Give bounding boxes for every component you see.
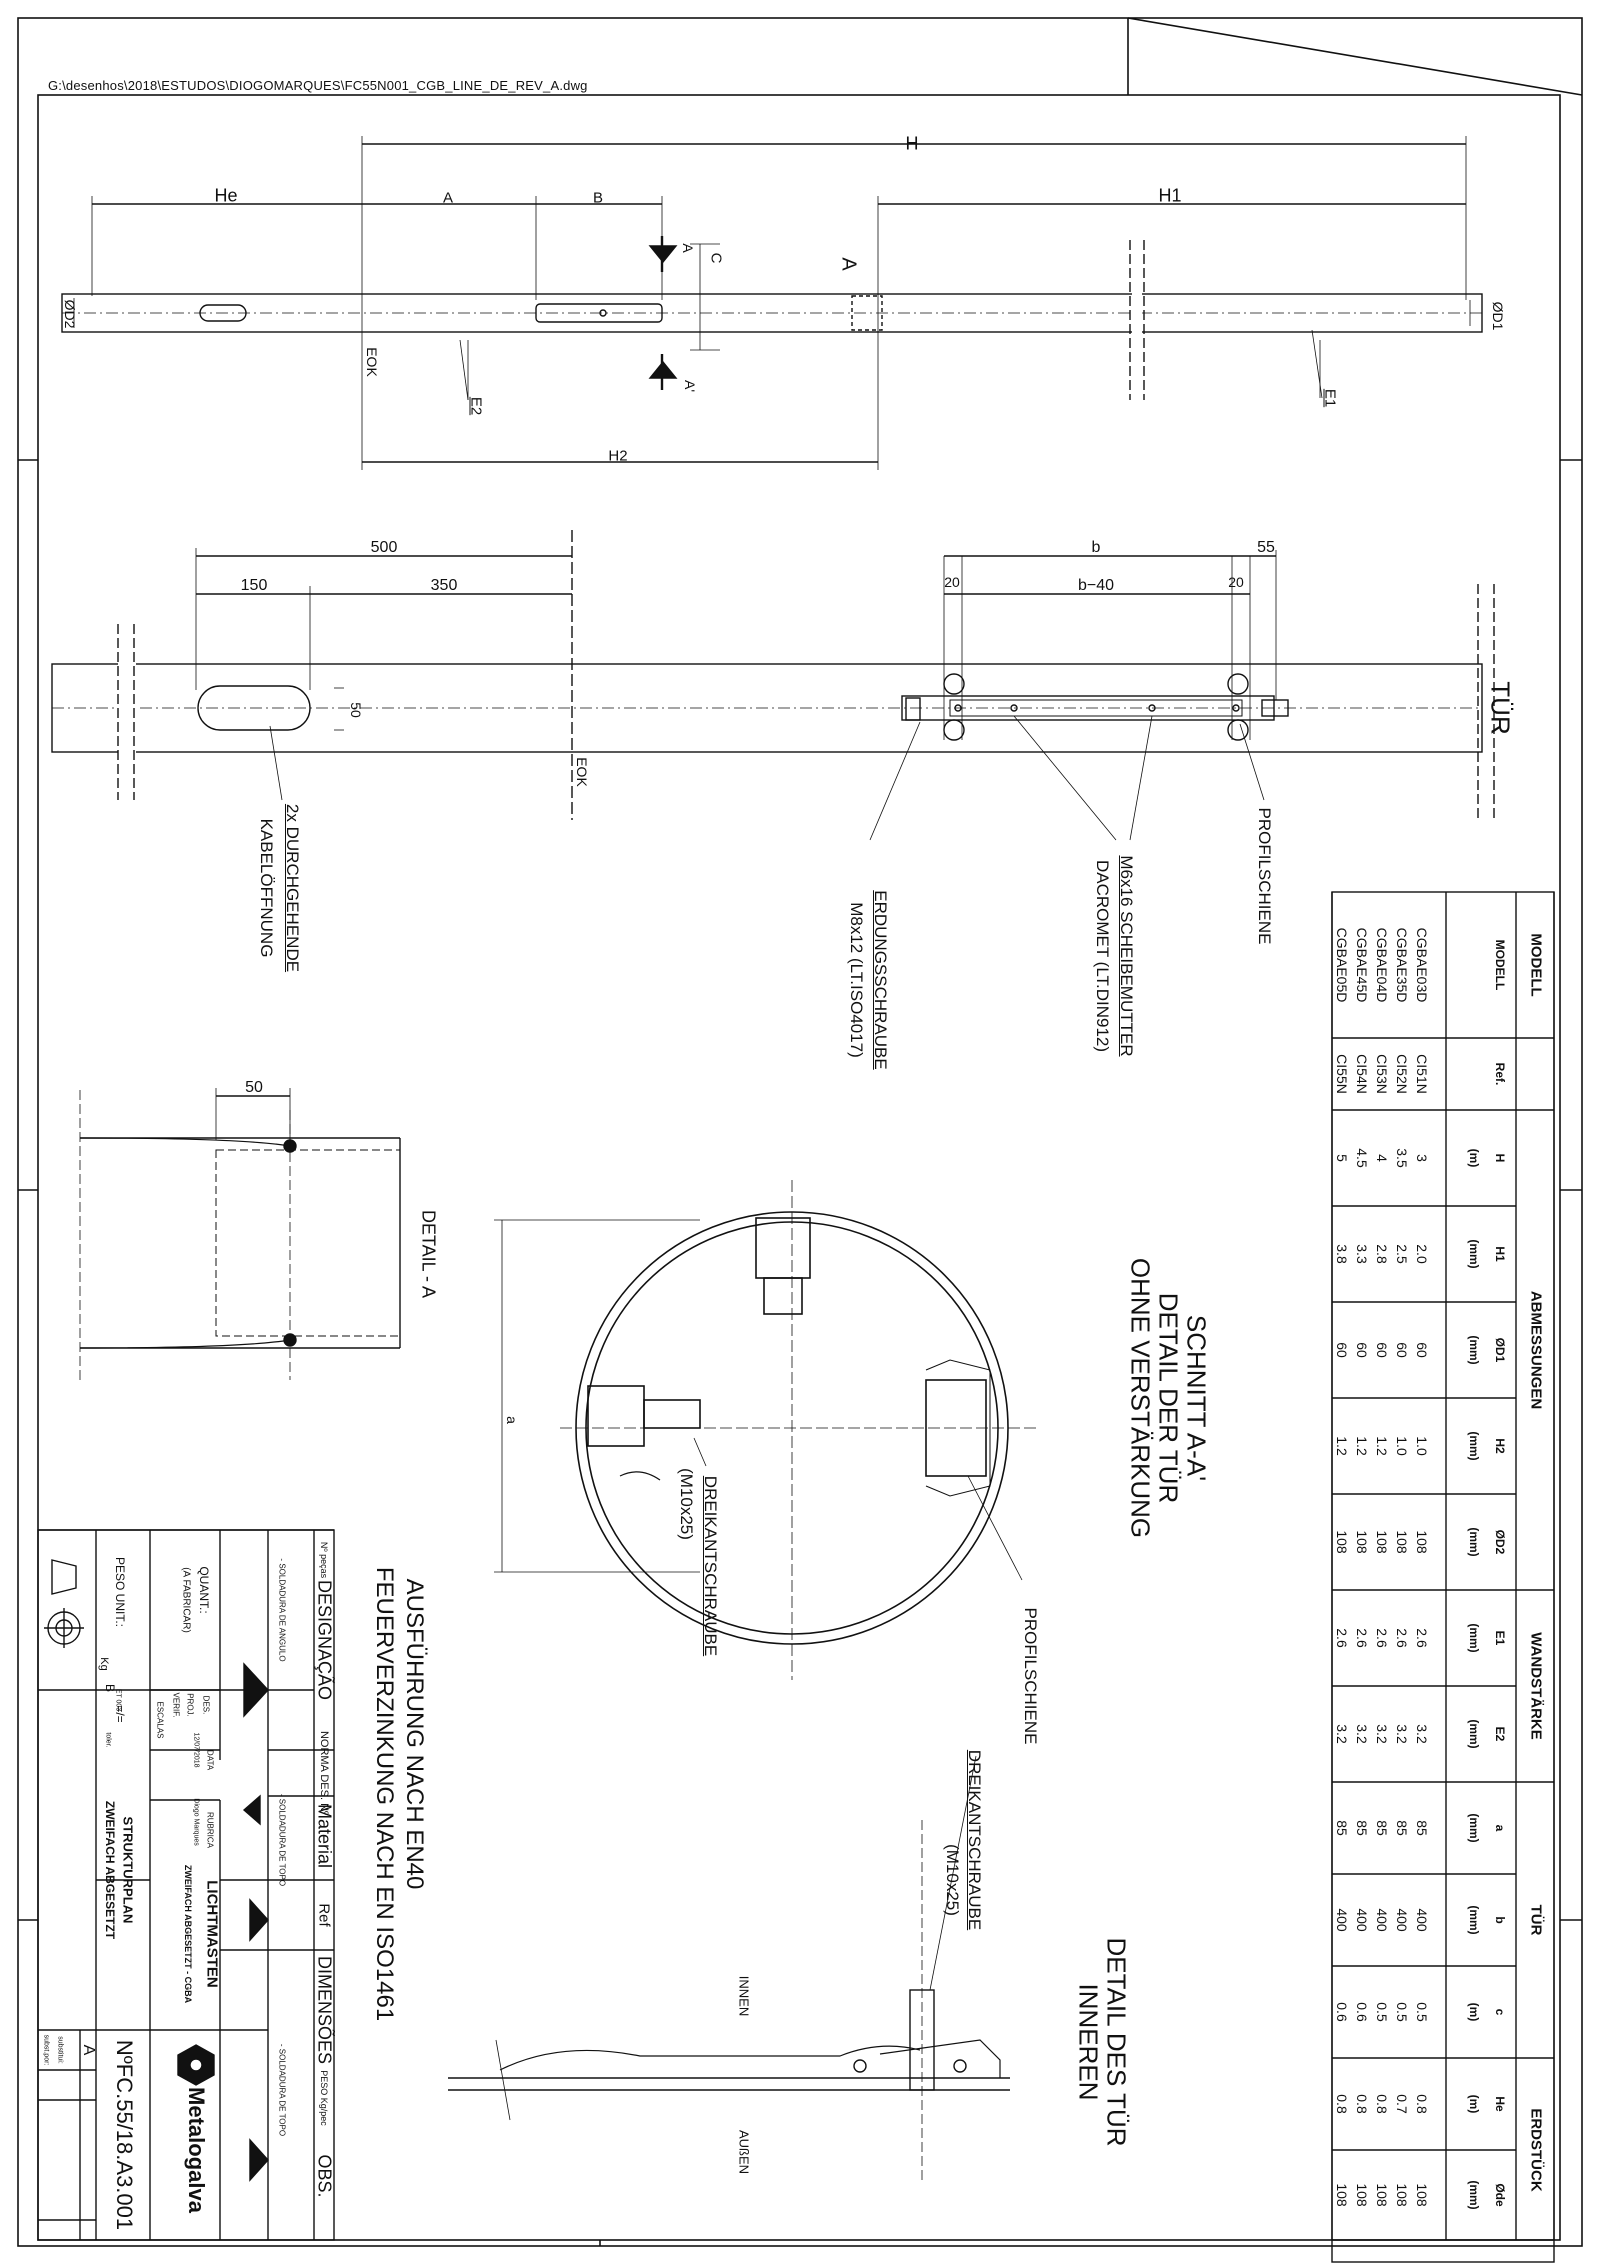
kabel-label-1: 2x DURCHGEHENDE: [283, 803, 302, 973]
tb-b: B: [103, 1683, 117, 1693]
tb-kg: Kg: [98, 1657, 110, 1671]
table-unit-cell: (mm): [1467, 1431, 1481, 1461]
table-cell: 400: [1394, 1908, 1410, 1932]
tb-n-pecas: Nº peças: [319, 1541, 329, 1579]
dim-b-mid: b: [1091, 539, 1101, 556]
tb-peso: PESO Kg/pec: [319, 2070, 329, 2126]
dim-h2: H2: [608, 447, 628, 465]
door-detail-title-1: DETAIL DES TÜR: [1101, 1937, 1132, 2147]
table-cell: 0.8: [1334, 2094, 1350, 2114]
section-dim-a: a: [504, 1416, 520, 1424]
table-cell: 0.5: [1414, 2002, 1430, 2022]
eok-label-mid: EOK: [574, 757, 590, 787]
tb-scale: =/=: [113, 1705, 127, 1723]
table-cell: CGBAE03D: [1414, 927, 1430, 1003]
table-cell: CI51N: [1414, 1054, 1430, 1094]
tur-label: TÜR: [1485, 681, 1516, 735]
detail-a-dim: 50: [245, 1079, 263, 1096]
erdung-label-1: ERDUNGSSCHRAUBE: [871, 890, 890, 1070]
tb-weld-1: - SOLDADURA DE ANGULO: [277, 1558, 287, 1662]
table-cell: 0.8: [1414, 2094, 1430, 2114]
table-cell: 400: [1374, 1908, 1390, 1932]
table-cell: CI53N: [1374, 1054, 1390, 1094]
table-cell: 108: [1354, 1530, 1370, 1554]
table-header-cell: H2: [1493, 1438, 1507, 1454]
eok-label: EOK: [364, 347, 380, 377]
dim-20-left: 20: [944, 574, 960, 590]
tb-weld-2: - SOLDADURA DE TOPO: [277, 1793, 287, 1887]
table-cell: 1.0: [1414, 1436, 1430, 1456]
dim-a: A: [442, 189, 454, 207]
tb-quant-2: (A FABRICAR): [180, 1567, 192, 1633]
table-cell: 1.0: [1394, 1436, 1410, 1456]
table-unit-cell: (mm): [1467, 1813, 1481, 1843]
tb-verif: VERIF.: [171, 1692, 181, 1718]
profil-section: PROFILSCHIENE: [1021, 1607, 1040, 1745]
tb-strukturplan: STRUKTURPLAN: [120, 1816, 136, 1924]
table-cell: 60: [1374, 1342, 1390, 1358]
table-cell: 85: [1354, 1820, 1370, 1836]
dim-b: B: [592, 189, 604, 207]
table-cell: 60: [1394, 1342, 1410, 1358]
note-en40: AUSFÜHRUNG NACH EN40: [401, 1578, 428, 1890]
dim-h: H: [905, 133, 919, 154]
tb-zweifach-sub: ZWEIFACH ABGESETZT - CGBA: [183, 1864, 193, 2004]
section-title-2: DETAIL DER TÜR: [1153, 1292, 1184, 1504]
table-cell: 1.2: [1374, 1436, 1390, 1456]
dreikant-section-1: DREIKANTSCHRAUBE: [701, 1475, 720, 1657]
table-unit-cell: (mm): [1467, 1335, 1481, 1365]
table-cell: 108: [1394, 1530, 1410, 1554]
table-cell: 0.6: [1334, 2002, 1350, 2022]
tb-rev: A: [80, 2044, 97, 2056]
table-cell: 1.2: [1354, 1436, 1370, 1456]
tb-data: DATA: [205, 1749, 215, 1771]
table-cell: 400: [1414, 1908, 1430, 1932]
table-cell: 3.2: [1334, 1724, 1350, 1744]
e2-label: E2: [467, 396, 485, 416]
note-iso1461: FEUERVERZINKUNG NACH EN ISO1461: [371, 1566, 398, 2022]
erdung-label-2: M8x12 (LT.ISO4017): [847, 902, 866, 1058]
dim-50: 50: [348, 702, 364, 718]
table-cell: 85: [1374, 1820, 1390, 1836]
table-header-cell: c: [1493, 2008, 1507, 2016]
file-path: G:\desenhos\2018\ESTUDOS\DIOGOMARQUES\FC55N001_CGB_LINE_DE_REV_A.dwg: [48, 78, 588, 93]
middle-view: [52, 530, 1504, 840]
table-cell: 0.6: [1354, 2002, 1370, 2022]
table-cell: 3.2: [1354, 1724, 1370, 1744]
detail-a-title: DETAIL - A: [418, 1209, 439, 1299]
table-cell: 3.5: [1394, 1148, 1410, 1168]
dim-d1: ØD1: [1490, 301, 1506, 331]
dim-350: 350: [430, 577, 458, 594]
table-header-cell: H1: [1493, 1246, 1507, 1262]
section-title-3: OHNE VERSTÄRKUNG: [1125, 1257, 1156, 1539]
tb-company: Metalogalva: [184, 2087, 209, 2213]
door-detail-title-2: INNEREN: [1073, 1983, 1104, 2101]
dreikant-section-2: (M10x25): [677, 1468, 696, 1540]
table-group-wand: WANDSTÄRKE: [1527, 1632, 1545, 1740]
table-unit-cell: (mm): [1467, 1905, 1481, 1935]
table-cell: 4.5: [1354, 1148, 1370, 1168]
table-cell: 108: [1374, 2183, 1390, 2207]
table-cell: 3.2: [1394, 1724, 1410, 1744]
e1-label: E1: [1321, 388, 1339, 408]
table-cell: 3.2: [1374, 1724, 1390, 1744]
section-marker: A: [837, 257, 860, 271]
table-cell: 1.2: [1334, 1436, 1350, 1456]
dim-55: 55: [1257, 539, 1275, 556]
tb-rubrica: RUBRICA: [205, 1811, 215, 1849]
tb-norma: NORMA DES. Nº: [318, 1730, 330, 1816]
m6-label-2: DACROMET (LT.DIN912): [1093, 859, 1112, 1053]
table-header-cell: Ref.: [1493, 1062, 1507, 1086]
table-cell: 400: [1354, 1908, 1370, 1932]
profil-label-mid: PROFILSCHIENE: [1255, 807, 1274, 945]
tb-escalas: ESCALAS: [155, 1701, 165, 1739]
door-detail: [448, 1756, 1010, 2180]
table-cell: 0.8: [1354, 2094, 1370, 2114]
table-cell: 108: [1414, 2183, 1430, 2207]
aussen-label: AUßEN: [736, 2129, 752, 2175]
top-view: [62, 133, 1482, 470]
table-cell: 60: [1414, 1342, 1430, 1358]
table-cell: 60: [1334, 1342, 1350, 1358]
table-cell: 85: [1394, 1820, 1410, 1836]
tb-dimensoes: DIMENSÕES: [314, 1955, 335, 2065]
table-cell: 108: [1354, 2183, 1370, 2207]
data-table: [1332, 892, 1554, 2262]
table-unit-cell: (mm): [1467, 1719, 1481, 1749]
dim-he: He: [214, 185, 238, 206]
section-title-1: SCHNITT A-A': [1181, 1314, 1212, 1482]
table-cell: CGBAE35D: [1394, 927, 1410, 1003]
detail-a: [80, 1088, 400, 1380]
table-cell: 85: [1414, 1820, 1430, 1836]
dim-b-40: b−40: [1077, 577, 1115, 594]
table-header-cell: He: [1493, 2096, 1507, 2112]
table-cell: 400: [1334, 1908, 1350, 1932]
table-header-cell: E1: [1493, 1630, 1507, 1646]
dim-c: C: [707, 252, 725, 264]
tb-subst: substitui:: [56, 2036, 64, 2064]
table-cell: CGBAE04D: [1374, 927, 1390, 1003]
tb-author: Diogo Marques: [192, 1798, 200, 1846]
table-cell: CI52N: [1394, 1054, 1410, 1094]
kabel-label-2: KABELÖFFNUNG: [257, 818, 276, 958]
tb-number: NºFC.55/18.A3.001: [112, 2039, 137, 2231]
table-cell: 108: [1334, 2183, 1350, 2207]
table-header-cell: a: [1493, 1824, 1507, 1832]
table-cell: 2.5: [1394, 1244, 1410, 1264]
table-cell: 3: [1414, 1154, 1430, 1162]
tb-weld-3: - SOLDADURA DE TOPO: [277, 2043, 287, 2137]
dim-150: 150: [240, 577, 268, 594]
tb-obs: OBS.: [314, 2154, 335, 2198]
section-a-prime-label: A': [682, 379, 698, 393]
tb-zweifach: ZWEIFACH ABGESETZT: [103, 1800, 117, 1940]
m6-label-1: M6x16 SCHEIBEMUTTER: [1117, 855, 1136, 1057]
table-group-erd: ERDSTÜCK: [1527, 2108, 1545, 2192]
tb-subst-by: subst.por:: [42, 2034, 50, 2066]
table-cell: 3.8: [1334, 1244, 1350, 1264]
innen-label: INNEN: [736, 1975, 752, 2017]
dim-20-right: 20: [1228, 574, 1244, 590]
table-unit-cell: (m): [1467, 2002, 1481, 2022]
tb-ref: Ref: [315, 1903, 333, 1927]
tb-et: ET 003: [114, 1688, 122, 1712]
tb-date: 12/07/2018: [192, 1732, 200, 1768]
dim-500: 500: [370, 539, 398, 556]
table-header-cell: b: [1493, 1916, 1507, 1924]
table-cell: 2.8: [1374, 1244, 1390, 1264]
table-unit-cell: (mm): [1467, 2180, 1481, 2210]
table-cell: 85: [1334, 1820, 1350, 1836]
table-unit-cell: (m): [1467, 1148, 1481, 1168]
table-cell: CGBAE45D: [1354, 927, 1370, 1003]
dreikant-door-2: (M10x25): [943, 1844, 962, 1916]
table-cell: 2.6: [1334, 1628, 1350, 1648]
section-a-label: A: [680, 243, 696, 253]
table-cell: 2.6: [1374, 1628, 1390, 1648]
table-cell: 108: [1414, 1530, 1430, 1554]
table-cell: 108: [1374, 1530, 1390, 1554]
table-group-abm: ABMESSUNGEN: [1527, 1290, 1545, 1410]
table-unit-cell: (mm): [1467, 1527, 1481, 1557]
tb-peso-unit: PESO UNIT.:: [113, 1556, 127, 1628]
table-cell: 0.7: [1394, 2094, 1410, 2114]
table-unit-cell: (mm): [1467, 1239, 1481, 1269]
dim-h1: H1: [1158, 185, 1182, 206]
table-unit-cell: (m): [1467, 2094, 1481, 2114]
table-cell: 0.5: [1374, 2002, 1390, 2022]
tb-designacao: DESIGNAÇÃO: [314, 1579, 335, 1701]
table-cell: 60: [1354, 1342, 1370, 1358]
table-cell: 2.6: [1394, 1628, 1410, 1648]
table-cell: 2.6: [1414, 1628, 1430, 1648]
table-cell: 5: [1334, 1154, 1350, 1162]
section-view: [494, 1180, 1040, 1680]
table-header-cell: ØD2: [1493, 1529, 1507, 1555]
table-cell: 108: [1334, 1530, 1350, 1554]
table-header-cell: H: [1493, 1153, 1507, 1163]
table-header-cell: E2: [1493, 1726, 1507, 1742]
dim-d2: ØD2: [62, 299, 78, 329]
table-cell: 108: [1394, 2183, 1410, 2207]
table-group-tur: TÜR: [1527, 1904, 1545, 1936]
table-cell: 4: [1374, 1154, 1390, 1162]
table-header-cell: Øde: [1493, 2183, 1507, 2207]
tb-material: Material: [314, 1803, 335, 1869]
table-cell: 3.3: [1354, 1244, 1370, 1264]
tb-lichtmasten: LICHTMASTEN: [203, 1880, 221, 1988]
table-cell: CI55N: [1334, 1054, 1350, 1094]
table-unit-cell: (mm): [1467, 1623, 1481, 1653]
tb-des: DES.: [201, 1695, 211, 1715]
table-cell: 3.2: [1414, 1724, 1430, 1744]
dreikant-door-1: DREIKANTSCHRAUBE: [965, 1749, 984, 1931]
table-cell: 0.8: [1374, 2094, 1390, 2114]
table-cell: 0.5: [1394, 2002, 1410, 2022]
table-cell: CI54N: [1354, 1054, 1370, 1094]
table-group-modell: MODELL: [1527, 933, 1545, 997]
tb-toler: toler.: [104, 1732, 112, 1748]
table-header-cell: ØD1: [1493, 1337, 1507, 1363]
table-cell: 2.6: [1354, 1628, 1370, 1648]
table-cell: CGBAE05D: [1334, 927, 1350, 1003]
table-cell: 2.0: [1414, 1244, 1430, 1264]
table-header-cell: MODELL: [1493, 939, 1507, 991]
tb-proj: PROJ.: [185, 1693, 195, 1717]
tb-quant: QUANT.:: [197, 1566, 211, 1614]
